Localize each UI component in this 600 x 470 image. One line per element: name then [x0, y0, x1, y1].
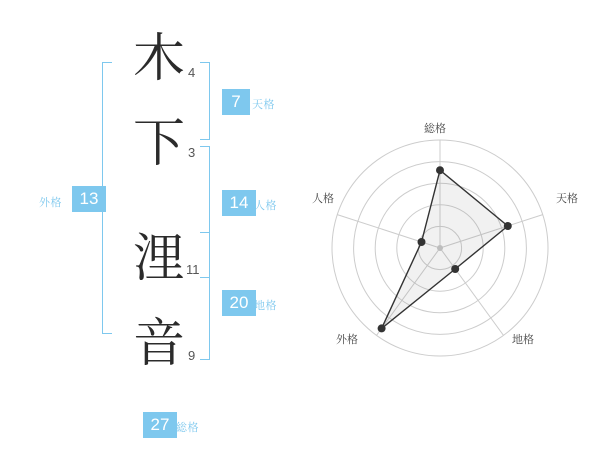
tenkaku-bracket: [200, 62, 210, 140]
chikaku-label: 地格: [254, 300, 277, 312]
chikaku-bracket: [200, 232, 210, 360]
kanji-char-4: 音: [133, 314, 186, 374]
chikaku-value: 20: [222, 290, 256, 316]
tenkaku-label: 天格: [252, 99, 275, 111]
soukaku-label: 総格: [176, 422, 199, 434]
kanji-strokes-4: 9: [188, 348, 196, 363]
radar-label-upper-right: 天格: [556, 193, 578, 205]
jinkaku-value: 14: [222, 190, 256, 216]
radar-label-lower-left: 外格: [336, 334, 358, 346]
radar-chart-svg: [300, 0, 600, 470]
kanji-char-3: 浬: [133, 229, 186, 289]
kanji-strokes-1: 4: [188, 65, 196, 80]
soukaku-value: 27: [143, 412, 177, 438]
radar-label-upper-left: 人格: [312, 193, 334, 205]
kanji-char-1: 木: [133, 29, 186, 89]
radar-label-lower-right: 地格: [512, 334, 534, 346]
outer-kaku-value: 13: [72, 186, 106, 212]
tenkaku-value: 7: [222, 89, 250, 115]
kanji-char-2: 下: [133, 114, 186, 174]
radar-label-top: 総格: [424, 123, 446, 135]
kanji-strokes-3: 11: [186, 262, 200, 277]
radar-chart: [300, 0, 600, 470]
kanji-strokes-2: 3: [188, 145, 196, 160]
jinkaku-label: 人格: [254, 200, 277, 212]
outer-kaku-label: 外格: [39, 197, 62, 209]
